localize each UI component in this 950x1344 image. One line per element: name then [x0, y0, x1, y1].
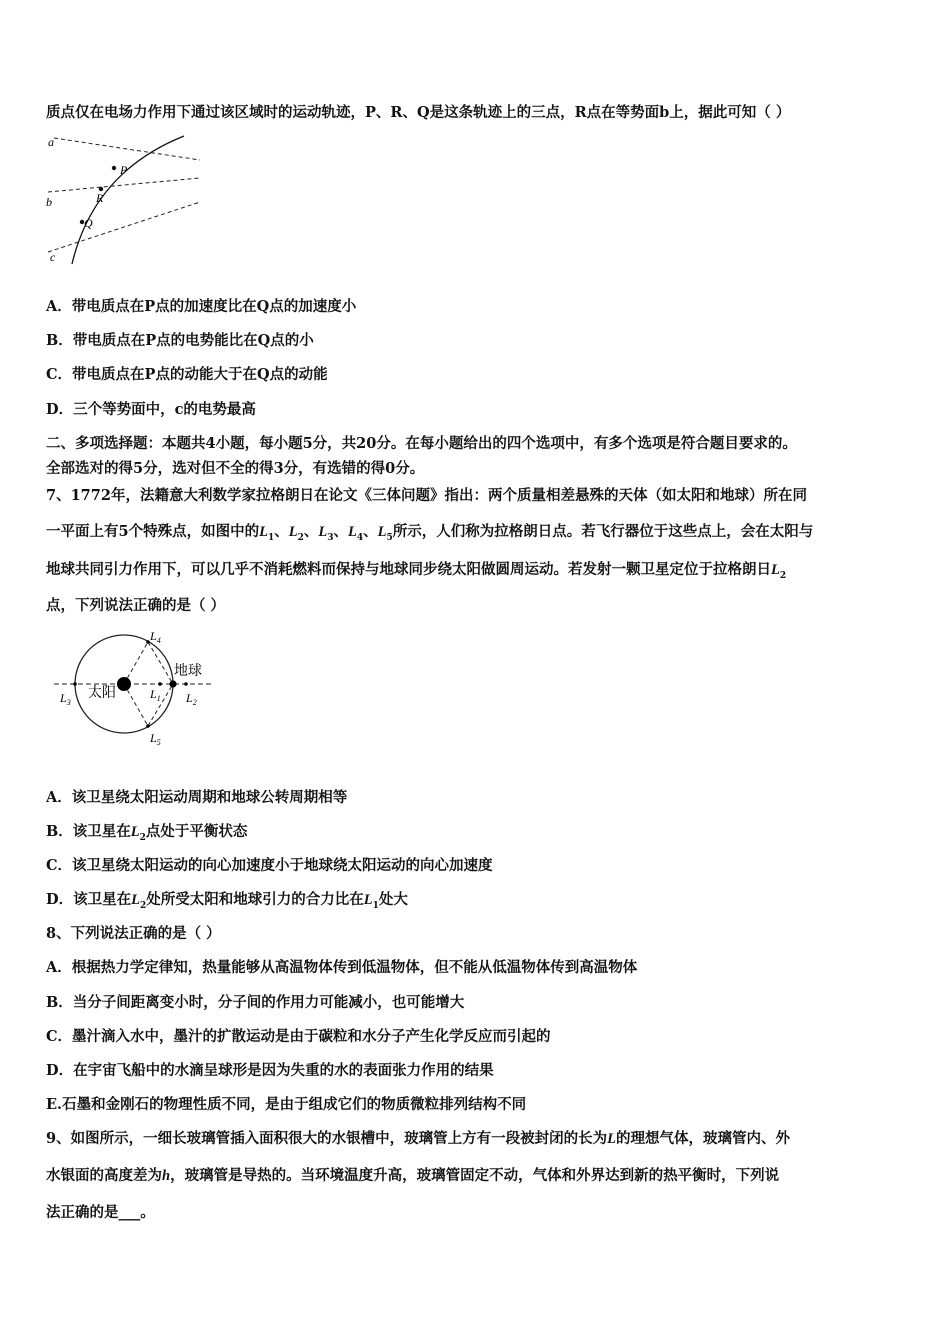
q7-line2: 一平面上有5个特殊点，如图中的$L_1$、$L_2$、$L_3$、$L_4$、$L_5$所示，人们称为拉格朗日点。若飞行器位于这些点上，会在太阳与	[46, 523, 814, 543]
earth-label: 地球	[174, 664, 202, 679]
q7-line4: 点，下列说法正确的是（ ）	[46, 597, 226, 614]
q9-line2: 水银面的高度差为h，玻璃管是导热的。当环境温度升高，玻璃管固定不动，气体和外界达到新的热平衡时，下列说	[46, 1167, 780, 1184]
q7-option-c: C．该卫星绕太阳运动的向心加速度小于地球绕太阳运动的向心加速度	[46, 857, 493, 874]
triangle-l4-earth	[148, 642, 173, 684]
l1-dot	[158, 682, 162, 686]
l1-label: $L_1$	[150, 687, 161, 703]
q7-option-b: B．该卫星在$L_2$点处于平衡状态	[46, 823, 248, 843]
sun-label: 太阳	[88, 686, 116, 701]
label-b: b	[46, 195, 52, 209]
label-a: a	[48, 135, 54, 149]
earth-dot	[169, 680, 176, 687]
q8-stem: 8、下列说法正确的是（ ）	[46, 925, 221, 942]
answer-blank[interactable]: ___	[118, 1204, 141, 1221]
q7-option-a: A．该卫星绕太阳运动周期和地球公转周期相等	[46, 789, 348, 806]
equipotential-line-b	[48, 178, 200, 192]
q9-line3: 法正确的是___。	[46, 1204, 155, 1221]
equipotential-figure	[44, 132, 210, 266]
l5-label: $L_5$	[150, 731, 161, 747]
q7-line1: 7、1772年，法籍意大利数学家拉格朗日在论文《三体问题》指出：两个质量相差悬殊的天体（如太阳和地球）所在同	[46, 487, 807, 504]
triangle-sun-l5	[124, 684, 148, 726]
q8-option-d: D．在宇宙飞船中的水滴呈球形是因为失重的水的表面张力作用的结果	[46, 1062, 494, 1079]
label-c: c	[50, 250, 56, 264]
point-p	[112, 166, 116, 170]
q6-option-a: A．带电质点在P点的加速度比在Q点的加速度小	[46, 298, 357, 315]
q7-option-d: D．该卫星在$L_2$处所受太阳和地球引力的合力比在$L_1$处大	[46, 891, 408, 911]
section2-line2: 全部选对的得5分，选对但不全的得3分，有选错的得0分。	[46, 460, 425, 477]
l5-dot	[146, 724, 150, 728]
label-p: P	[120, 163, 128, 177]
l2-label: $L_2$	[186, 691, 197, 707]
q8-option-b: B．当分子间距离变小时，分子间的作用力可能减小，也可能增大	[46, 994, 465, 1011]
l2-dot	[184, 682, 188, 686]
equipotential-line-a	[54, 138, 200, 160]
q6-option-d: D．三个等势面中，c的电势最高	[46, 401, 256, 418]
section2-line1: 二、多项选择题：本题共4小题，每小题5分，共20分。在每小题给出的四个选项中，有多个选项是符合题目要求的。	[46, 435, 797, 452]
triangle-sun-l4	[124, 642, 148, 684]
equipotential-line-c	[48, 202, 200, 252]
lagrange-figure	[50, 630, 220, 748]
q7-line3: 地球共同引力作用下，可以几乎不消耗燃料而保持与地球同步绕太阳做圆周运动。若发射一颗卫星定位于拉格朗日$L_2$	[46, 561, 787, 581]
q9-line1: 9、如图所示，一细长玻璃管插入面积很大的水银槽中，玻璃管上方有一段被封闭的长为L的理想气体，玻璃管内、外	[46, 1130, 790, 1147]
q8-option-a: A．根据热力学定律知，热量能够从高温物体传到低温物体，但不能从低温物体传到高温物体	[46, 959, 638, 976]
label-r: R	[96, 191, 104, 205]
l3-label: $L_3$	[60, 691, 71, 707]
q6-option-c: C．带电质点在P点的动能大于在Q点的动能	[46, 366, 328, 383]
q8-option-c: C．墨汁滴入水中，墨汁的扩散运动是由于碳粒和水分子产生化学反应而引起的	[46, 1028, 551, 1045]
sun-dot	[117, 677, 131, 691]
l4-label: $L_4$	[150, 630, 161, 645]
q8-option-e: E.石墨和金刚石的物理性质不同，是由于组成它们的物质微粒排列结构不同	[46, 1096, 527, 1113]
label-q: Q	[84, 216, 93, 230]
q6-stem: 质点仅在电场力作用下通过该区域时的运动轨迹，P、R、Q是这条轨迹上的三点，R点在等势面b上，据此可知（ ）	[46, 104, 791, 121]
l3-dot	[73, 682, 77, 686]
q6-option-b: B．带电质点在P点的电势能比在Q点的小	[46, 332, 314, 349]
